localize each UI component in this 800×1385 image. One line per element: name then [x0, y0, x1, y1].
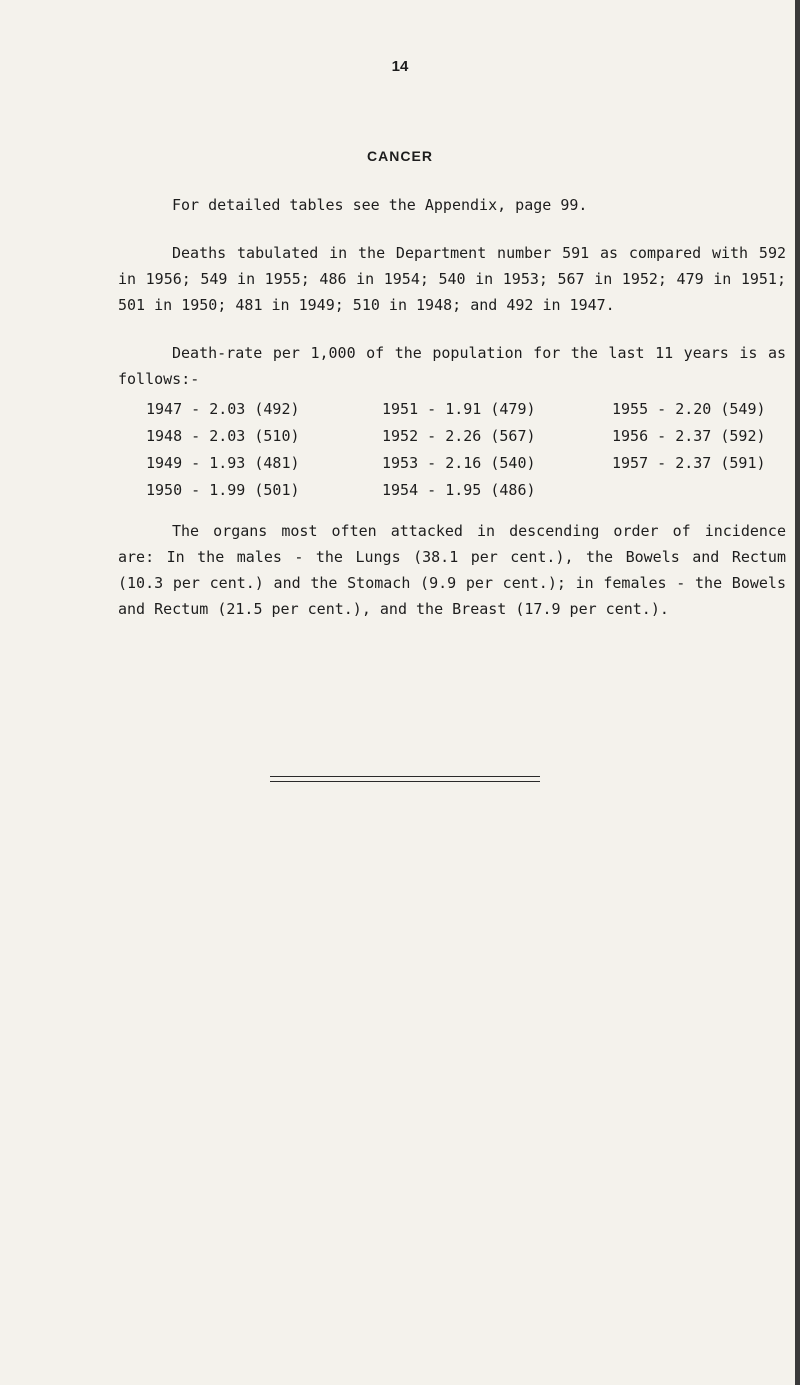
section-divider — [270, 781, 540, 782]
paragraph-text: For detailed tables see the Appendix, page 99. — [172, 196, 588, 214]
paragraph-text: Death-rate per 1,000 of the population for the last 11 years is as follows:- — [118, 344, 786, 388]
paragraph-organs-attacked — [118, 518, 786, 622]
death-rate-row — [146, 427, 786, 454]
paragraph-text: The organs most often attacked in descending order of incidence are: In the males - the Lungs (38.1 per cent.), the Bowels and Rectum (10.3 per cent.) and the Stomach (9.9 per cent.); in females - the Bowels and Rectum (21.5 per cent.), and the Breast (17.9 per cent.). — [118, 522, 786, 618]
paragraph-death-rate-intro — [118, 340, 786, 392]
death-rate-entry: 1947 - 2.03 (492) — [146, 400, 300, 418]
death-rate-row — [146, 481, 786, 508]
death-rate-entry: 1954 - 1.95 (486) — [382, 481, 536, 499]
death-rate-entry: 1950 - 1.99 (501) — [146, 481, 300, 499]
section-heading: CANCER — [367, 148, 433, 164]
death-rate-entry: 1956 - 2.37 (592) — [612, 427, 766, 445]
page-edge — [795, 0, 800, 1385]
death-rate-entry: 1953 - 2.16 (540) — [382, 454, 536, 472]
section-divider — [270, 776, 540, 777]
paragraph-text: Deaths tabulated in the Department number 591 as compared with 592 in 1956; 549 in 1955; 486 in 1954; 540 in 1953; 567 in 1952; 479 in 1951; 501 in 1950; 481 in 1949; 510 in 1948; and 492 in 1947. — [118, 244, 786, 314]
death-rate-row — [146, 400, 786, 427]
death-rate-entry: 1951 - 1.91 (479) — [382, 400, 536, 418]
page-number: 14 — [391, 58, 409, 75]
death-rate-entry: 1957 - 2.37 (591) — [612, 454, 766, 472]
death-rate-entry: 1948 - 2.03 (510) — [146, 427, 300, 445]
death-rate-entry: 1952 - 2.26 (567) — [382, 427, 536, 445]
death-rate-table — [146, 400, 786, 508]
paragraph-deaths-tabulated — [118, 240, 786, 318]
death-rate-entry: 1949 - 1.93 (481) — [146, 454, 300, 472]
death-rate-row — [146, 454, 786, 481]
death-rate-entry: 1955 - 2.20 (549) — [612, 400, 766, 418]
paragraph-appendix-reference — [118, 192, 786, 218]
